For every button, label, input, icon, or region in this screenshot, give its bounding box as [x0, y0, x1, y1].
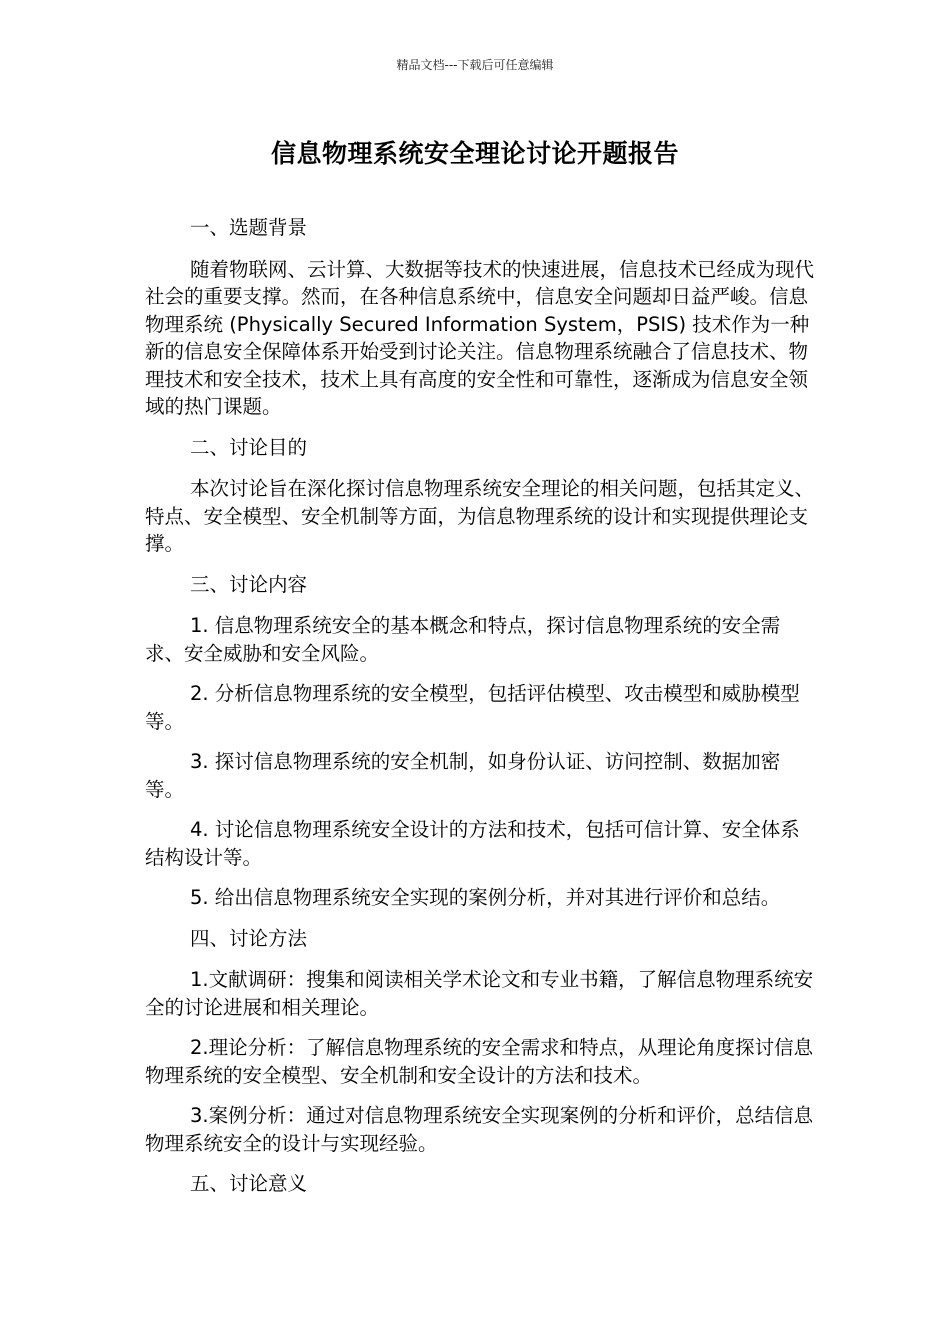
- document-body: [145, 214, 817, 1212]
- list-item-method-2: 2.理论分析：了解信息物理系统的安全需求和特点，从理论角度探讨信息物理系统的安全模型、安全机制和安全设计的方法和技术。: [145, 1036, 814, 1087]
- document-title: 信息物理系统安全理论讨论开题报告: [270, 139, 679, 168]
- section-heading-significance: 五、讨论意义: [190, 1172, 308, 1195]
- section-heading-method: 四、讨论方法: [190, 926, 308, 950]
- list-item-content-2: 2. 分析信息物理系统的安全模型，包括评估模型、攻击模型和威胁模型等。: [145, 682, 800, 733]
- list-item-content-3: 3. 探讨信息物理系统的安全机制，如身份认证、访问控制、数据加密等。: [145, 750, 781, 801]
- list-item-method-3: 3.案例分析：通过对信息物理系统安全实现案例的分析和评价，总结信息物理系统安全的设计与实现经验。: [145, 1104, 814, 1155]
- list-item-method-1: 1.文献调研：搜集和阅读相关学术论文和专业书籍，了解信息物理系统安全的讨论进展和相关理论。: [145, 968, 814, 1019]
- section-heading-content: 三、讨论内容: [190, 572, 308, 596]
- list-item-content-4: 4. 讨论信息物理系统安全设计的方法和技术，包括可信计算、安全体系结构设计等。: [145, 818, 800, 869]
- list-item-content-1: 1. 信息物理系统安全的基本概念和特点，探讨信息物理系统的安全需求、安全威胁和安全风险。: [145, 614, 781, 665]
- paragraph-background: 随着物联网、云计算、大数据等技术的快速进展，信息技术已经成为现代社会的重要支撑。然而，在各种信息系统中，信息安全问题却日益严峻。信息物理系统 (Physically Secured Information System，PSIS) 技术作为一种新的信息安全保障体系开始受到讨论关注。信息物理系统融合了信息技术、物理技术和安全技术，技术上具有高度的安全性和可靠性，逐渐成为信息安全领域的热门课题。: [145, 257, 815, 418]
- section-heading-background: 一、选题背景: [190, 216, 308, 239]
- paragraph-purpose: 本次讨论旨在深化探讨信息物理系统安全理论的相关问题，包括其定义、特点、安全模型、安全机制等方面，为信息物理系统的设计和实现提供理论支撑。: [145, 477, 815, 555]
- list-item-content-5: 5. 给出信息物理系统安全实现的案例分析，并对其进行评价和总结。: [190, 886, 781, 909]
- section-heading-purpose: 二、讨论目的: [190, 435, 308, 459]
- header-note: 精品文档---下载后可任意编辑: [396, 58, 554, 72]
